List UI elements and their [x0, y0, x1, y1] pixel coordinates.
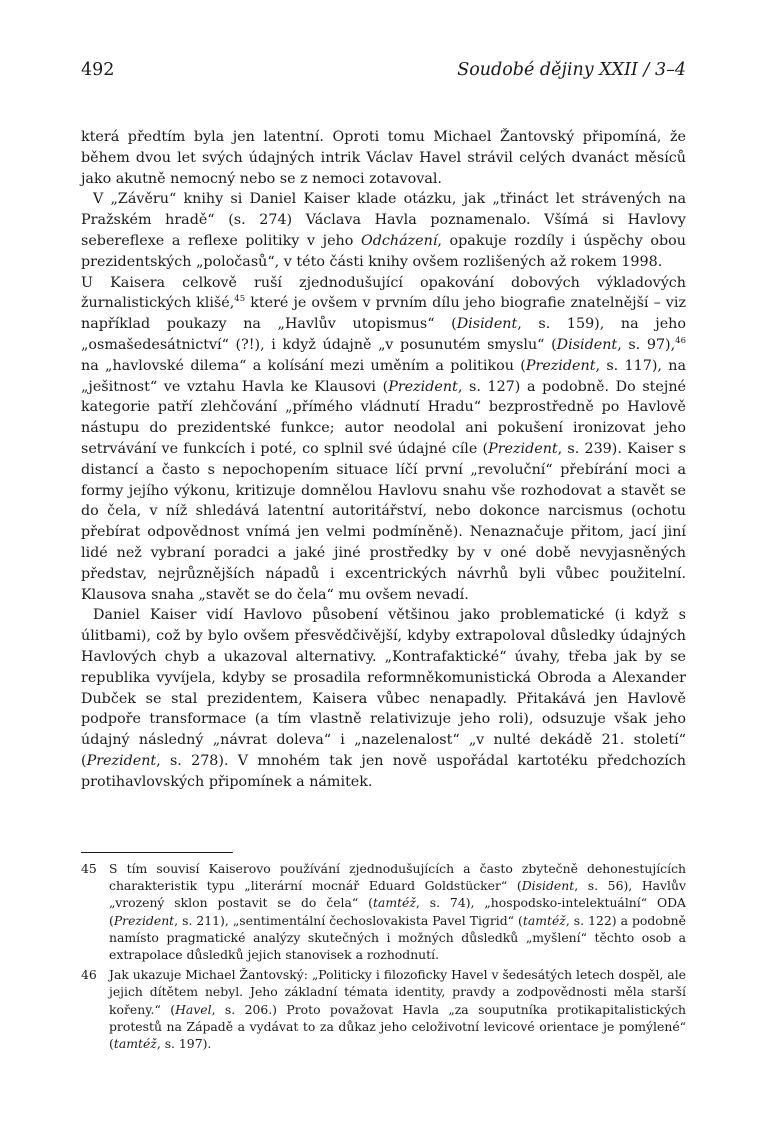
text-run: na „havlovské dilema“ a kolísání mezi uměním a politikou ( [81, 357, 526, 374]
book-title: Prezident [388, 378, 458, 395]
text-run: , s. 97), [617, 336, 676, 353]
book-title: Disident [521, 878, 575, 894]
text-run: , s. 239). Kaiser s distancí a často s nepochopením situace líčí první „revoluční“ přebírání moci a formy jejího výkonu, kritizuje domnělou Havlovu snahu vše rozhodovat a stavět se do čela, v níž shledává latentní autoritářství, nebo dokonce narcismus (ochotu přebírat odpovědnost vnímá jen velmi podmíněně). Nenaznačuje přitom, jací jiní lidé než vybraní poradci a jaké jiné prostředky by v oné době nevyjasněných představ, nejrůznějších nápadů i excentrických návrhů byli vůbec použitelní. Klausova snaha „stavět se do čela“ mu ovšem nevadí. [81, 440, 686, 603]
text-run: , s. 117), na „ješitnost“ ve vztahu Havla ke Klausovi ( [81, 357, 687, 395]
text-run: , s. 56), Havlův „vrozený sklon postavit se do čela“ ( [109, 878, 686, 911]
footnote-ref-46[interactable]: 46 [675, 336, 686, 347]
text-run: která předtím byla jen latentní. Oproti tomu Michael Žantovský připomíná, že během dvou let svých údajných intrik Václav Havel strávil celých dvanáct měsíců jako akutně nemocný nebo se z nemoci zotavoval. [81, 129, 686, 187]
text-run: , s. 74), „hospodsko-intelektuální“ ODA ( [109, 895, 686, 928]
text-run: Jak ukazuje Michael Žantovský: „Politicky i filozoficky Havel v šedesátých letech dospěl, ale jejich dítětem nebyl. Jeho základní témata identity, pravdy a zodpovědnosti měla starší kořeny.“ ( [109, 967, 686, 1017]
footnote-45 [81, 860, 686, 963]
text-run: , s. 122) a podobně namísto pragmatické analýzy skutečných i možných důsledků „myšlení“ těchto osob a extrapolace důsledků jejich stanovisek a rozhodnutí. [109, 912, 686, 963]
text-run: , s. 127) a podobně. Do stejné kategorie patří zlehčování „přímého vládnutí Hradu“ bezprostředně po Havlově nástupu do prezidentské funkce; autor neodolal ani pokušení ironizovat jeho setrvávání ve funkcích i poté, co splnil své údajné cíle ( [81, 378, 686, 457]
book-title: Prezident [525, 357, 596, 374]
text-run: , s. 278). V mnohém tak jen nově uspořádal kartotéku předchozích protihavlovských připomínek a námitek. [81, 752, 686, 790]
journal-title: Soudobé dějiny XXII / 3–4 [457, 60, 686, 80]
book-title: Havel [175, 1001, 212, 1017]
book-title: Prezident [113, 912, 175, 928]
book-title: Prezident [488, 440, 558, 457]
book-title: Disident [556, 336, 618, 353]
paragraph-2 [81, 189, 686, 272]
book-title: Disident [456, 316, 518, 333]
footnote-number: 45 [81, 861, 97, 876]
text-run: V „Závěru“ knihy si Daniel Kaiser klade otázku, jak „třináct let strávených na Pražském hradě“ (s. 274) Václava Havla poznamenalo. Všímá si Havlovy sebereflexe a reflexe politiky v jeho [81, 191, 686, 249]
book-title: Prezident [86, 752, 157, 769]
book-title: tamtéž [372, 895, 416, 911]
footnote-ref-45[interactable]: 45 [234, 294, 246, 305]
text-run: , s. 206.) Proto považovat Havla „za souputníka protikapitalistických protestů na Západě a vydávat to za důkaz jeho celoživotní levicové orientace je pomýlené“ ( [109, 1001, 687, 1052]
text-run: které je ovšem v prvním dílu jeho biografie znatelnější – viz například poukazy na „Havlův utopismus“ ( [81, 295, 686, 333]
text-run: , s. 211), „sentimentální čechoslovakista Pavel Tigrid“ ( [174, 912, 523, 928]
paragraph-4 [81, 605, 686, 792]
book-title: tamtéž [113, 1036, 157, 1052]
paragraph-3 [81, 273, 686, 606]
footnote-divider [81, 852, 233, 853]
paragraph-1 [81, 127, 686, 189]
running-header [81, 60, 686, 86]
text-run: U Kaisera celkově ruší zjednodušující opakování dobových výkladových žurnalistických klišé, [81, 274, 686, 312]
footnote-number: 46 [81, 967, 97, 983]
book-title: Odcházení [361, 232, 438, 249]
book-title: tamtéž [522, 912, 566, 928]
text-run: , s. 159), na jeho „osmašedesátnictví“ (?!), i když údajně „v posunutém smyslu“ ( [81, 316, 686, 353]
text-run: , opakuje rozdíly i úspěchy obou prezidentských „poločasů“, v této části knihy ovšem rozlišených až rokem 1998. [81, 232, 686, 270]
text-run: Daniel Kaiser vidí Havlovo působení většinou jako problematické (i když s úlitbami), což by bylo ovšem přesvědčivější, kdyby extrapoloval důsledky údajných Havlových chyb a ukazoval alternativy. „Kontrafaktické“ úvahy, třeba jak by se republika vyvíjela, kdyby se prosadila reformněkomunistická Obroda a Alexander Dubček se stal prezidentem, Kaisera vůbec nenapadly. Přitakává jen Havlově podpoře transformace (a tím vlastně relativizuje jeho roli), odsuzuje však jeho údajný následný „návrat doleva“ i „nazelenalost“ „v nulté dekádě 21. století“ ( [81, 607, 686, 769]
text-run: S tím souvisí Kaiserovo používání zjednodušujících a často zbytečně dehonestujících charakteristik typu „literární mocnář Eduard Goldstücker“ ( [109, 861, 686, 894]
footnote-46 [81, 966, 686, 1052]
text-run: , s. 197). [156, 1036, 212, 1052]
footnotes [81, 860, 686, 1055]
page-number: 492 [81, 60, 115, 80]
main-text [81, 127, 686, 793]
